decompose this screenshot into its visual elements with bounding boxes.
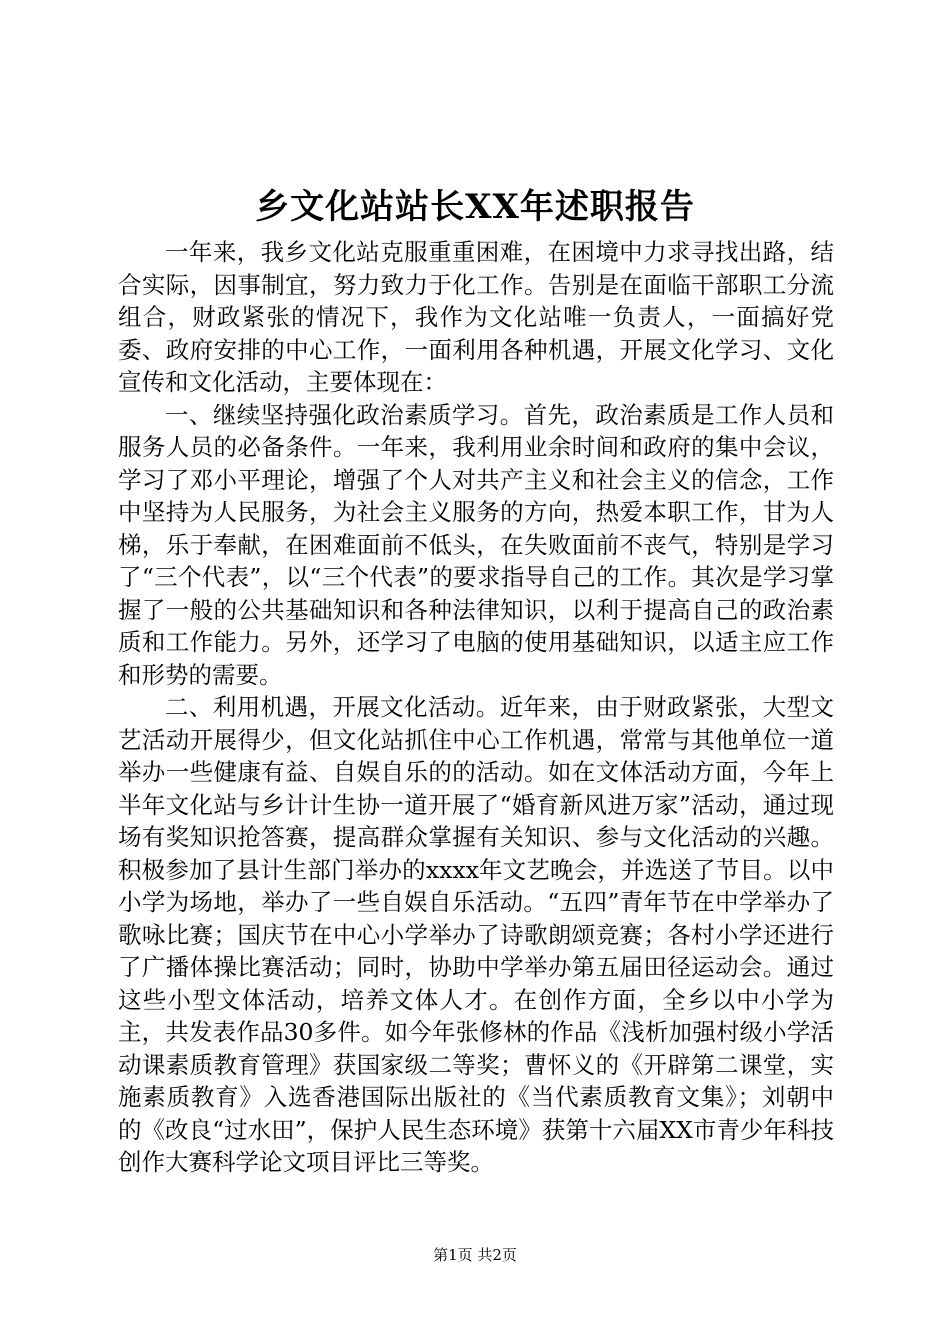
- paragraph-section-2: 二、利用机遇，开展文化活动。近年来，由于财政紧张，大型文艺活动开展得少，但文化站抓住中心工作机遇，常常与其他单位一道举办一些健康有益、自娱自乐的的活动。如在文体活动方面，今年上半年文化站与乡计计生协一道开展了“婚育新风进万家”活动，通过现场有奖知识抢答赛，提高群众掌握有关知识、参与文化活动的兴趣。积极参加了县计生部门举办的xxxx年文艺晚会，并选送了节目。以中小学为场地，举办了一些自娱自乐活动。“五四”青年节在中学举办了歌咏比赛；国庆节在中心小学举办了诗歌朗颂竞赛；各村小学还进行了广播体操比赛活动；同时，协助中学举办第五届田径运动会。通过这些小型文体活动，培养文体人才。在创作方面，全乡以中小学为主，共发表作品30多件。如今年张修林的作品《浅析加强村级小学活动课素质教育管理》获国家级二等奖；曹怀义的《开辟第二课堂，实施素质教育》入选香港国际出版社的《当代素质教育文集》；刘朝中的《改良“过水田”，保护人民生态环境》获第十六届XX市青少年科技创作大赛科学论文项目评比三等奖。: [118, 693, 834, 1176]
- document-title: 乡文化站站长XX年述职报告: [255, 187, 695, 227]
- paragraph-section-1: 一、继续坚持强化政治素质学习。首先，政治素质是工作人员和服务人员的必备条件。一年来，我利用业余时间和政府的集中会议，学习了邓小平理论，增强了个人对共产主义和社会主义的信念，工作中坚持为人民服务，为社会主义服务的方向，热爱本职工作，甘为人梯，乐于奉献，在困难面前不低头，在失败面前不丧气，特别是学习了“三个代表”，以“三个代表”的要求指导自己的工作。其次是学习掌握了一般的公共基础知识和各种法律知识，以利于提高自己的政治素质和工作能力。另外，还学习了电脑的使用基础知识，以适主应工作和形势的需要。: [118, 400, 834, 689]
- document-body: [118, 236, 834, 1179]
- paragraph-intro: 一年来，我乡文化站克服重重困难，在困境中力求寻找出路，结合实际，因事制宜，努力致力于化工作。告别是在面临干部职工分流组合，财政紧张的情况下，我作为文化站唯一负责人，一面搞好党委、政府安排的中心工作，一面利用各种机遇，开展文化学习、文化宣传和文化活动，主要体现在：: [118, 238, 834, 396]
- page-footer: 第1页 共2页: [433, 1246, 517, 1264]
